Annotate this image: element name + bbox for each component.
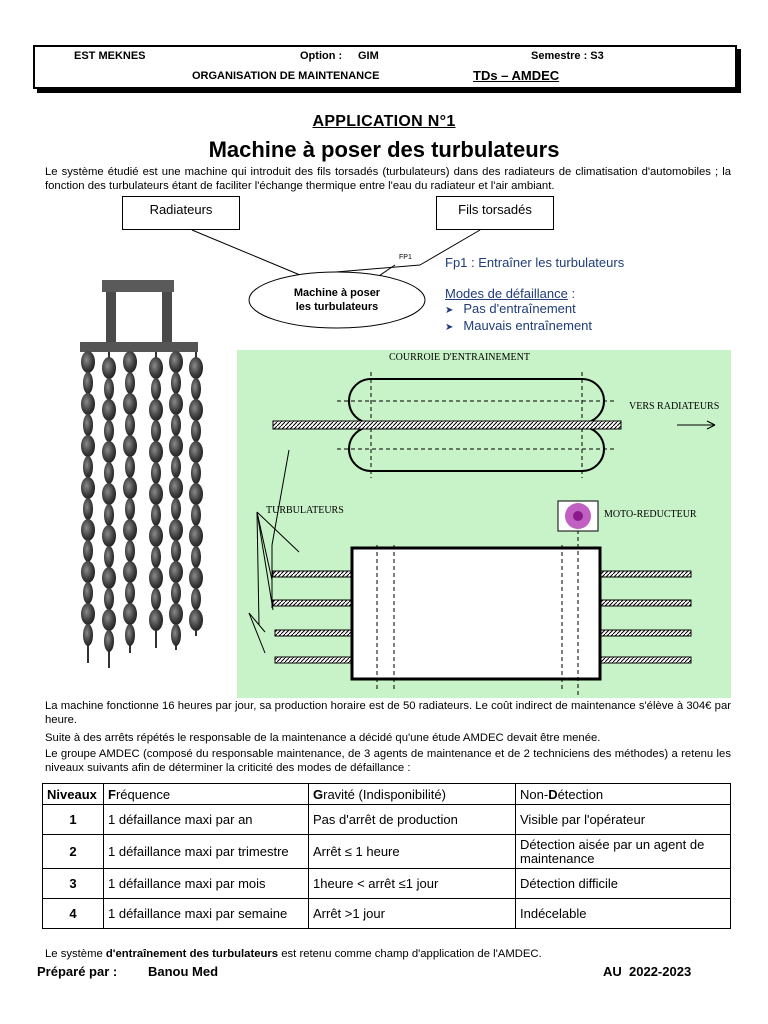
arrow-bullet-icon: ➤ bbox=[445, 322, 454, 333]
turbulator-leaf bbox=[189, 525, 203, 547]
link-radiateurs bbox=[192, 230, 300, 275]
turbulator-leaf bbox=[125, 414, 135, 436]
turbulator-leaf bbox=[191, 588, 201, 610]
turbulator-leaf bbox=[102, 609, 116, 631]
turbulator-leaf bbox=[189, 609, 203, 631]
turbulator-leaf bbox=[189, 483, 203, 505]
turbulator-leaf bbox=[104, 378, 114, 400]
option-value: GIM bbox=[358, 50, 379, 62]
scope-system: d'entraînement des turbulateurs bbox=[105, 948, 279, 960]
author-name: Banou Med bbox=[148, 964, 219, 979]
turbulator-leaf bbox=[123, 519, 137, 541]
turbulator-leaf bbox=[169, 351, 183, 373]
cell-frequence: 1 défaillance maxi par mois bbox=[104, 869, 309, 899]
turbulator-leaf bbox=[149, 399, 163, 421]
turbulator-leaf bbox=[81, 351, 95, 373]
turbulator-leaf bbox=[171, 582, 181, 604]
turbulator-leaf bbox=[125, 540, 135, 562]
modes-title-text: Modes de défaillance bbox=[445, 286, 568, 301]
school-name: EST MEKNES bbox=[74, 50, 146, 62]
machine-title: Machine à poser des turbulateurs bbox=[208, 137, 560, 162]
modes-title bbox=[445, 286, 575, 301]
cell-gravite: 1heure < arrêt ≤1 jour bbox=[309, 869, 516, 899]
paragraph-arrets: Suite à des arrêts répétés le responsable de la maintenance a décidé qu'une étude AMDEC devait être menée. bbox=[45, 732, 601, 744]
mode-item-text: Mauvais entraînement bbox=[463, 318, 593, 333]
turbulator-leaf bbox=[191, 504, 201, 526]
turbulator-leaf bbox=[171, 624, 181, 646]
turbulator-leaf bbox=[123, 393, 137, 415]
turbulator-leaf bbox=[104, 630, 114, 652]
turbulator-leaf bbox=[189, 357, 203, 379]
turbulator-leaf bbox=[123, 477, 137, 499]
header-frequence bbox=[104, 784, 309, 805]
mode-item bbox=[445, 301, 592, 318]
header-frequence-rest: réquence bbox=[115, 786, 171, 802]
turbulator-leaf bbox=[169, 477, 183, 499]
header-gravite-initial: G bbox=[313, 786, 324, 802]
turbulator-leaf bbox=[171, 372, 181, 394]
scope-prefix: Le système bbox=[45, 948, 106, 960]
turbulator-leaf bbox=[125, 624, 135, 646]
cell-frequence: 1 défaillance maxi par an bbox=[104, 805, 309, 835]
holder-top bbox=[102, 280, 174, 292]
modes-list bbox=[445, 301, 592, 335]
turbulator-leaf bbox=[125, 582, 135, 604]
turbulator-leaf bbox=[83, 414, 93, 436]
table-row bbox=[43, 899, 731, 929]
turbulateurs-label: TURBULATEURS bbox=[266, 505, 344, 516]
ellipse-line-1: Machine à poser bbox=[293, 287, 381, 299]
turbulator-leaf bbox=[83, 582, 93, 604]
turbulator-leaf bbox=[102, 441, 116, 463]
turbulator-leaf bbox=[102, 399, 116, 421]
turbulator-leaf bbox=[151, 504, 161, 526]
turbulator-leaf bbox=[123, 561, 137, 583]
turbulator-leaf bbox=[151, 420, 161, 442]
fils-torsades-box: Fils torsadés bbox=[436, 196, 554, 230]
mode-item bbox=[445, 318, 592, 335]
paragraph-groupe: Le groupe AMDEC (composé du responsable maintenance, de 3 agents de maintenance et de 2 techniciens des méthodes) a retenu les niveaux suivants afin de déterminer la criticité des modes de défaillance : bbox=[45, 748, 731, 774]
turbulator-leaf bbox=[123, 603, 137, 625]
turbulator-leaf bbox=[191, 420, 201, 442]
option-label: Option : bbox=[300, 50, 343, 62]
turbulator-leaf bbox=[104, 420, 114, 442]
turbulator-leaf bbox=[149, 609, 163, 631]
modes-colon: : bbox=[567, 286, 576, 301]
header-detection-prefix: Non- bbox=[520, 786, 549, 802]
machine-body bbox=[352, 548, 600, 679]
turbulator-leaf bbox=[123, 435, 137, 457]
turbulator-leaf bbox=[149, 441, 163, 463]
turbulator-leaf bbox=[151, 378, 161, 400]
fp-tag: FP1 bbox=[399, 254, 412, 261]
turbulator-leaf bbox=[104, 462, 114, 484]
mode-item-text: Pas d'entraînement bbox=[463, 301, 576, 316]
cell-niveau: 2 bbox=[43, 835, 104, 869]
cell-detection: Détection difficile bbox=[516, 869, 731, 899]
turbulator-wire bbox=[273, 421, 621, 429]
turbulator-leaf bbox=[171, 414, 181, 436]
turbulator-leaf bbox=[171, 498, 181, 520]
turbulator-leaf bbox=[191, 462, 201, 484]
application-title: APPLICATION N°1 bbox=[312, 113, 456, 130]
paragraph-production: La machine fonctionne 16 heures par jour, sa production horaire est de 50 radiateurs. Le coût indirect de maintenance s'élève à 304€ par heure. bbox=[45, 700, 731, 726]
cell-frequence: 1 défaillance maxi par semaine bbox=[104, 899, 309, 929]
turbulator-leaf bbox=[104, 504, 114, 526]
turbulator-leaf bbox=[149, 357, 163, 379]
turbulator-leaf bbox=[171, 456, 181, 478]
table-row bbox=[43, 869, 731, 899]
cell-detection: Indécelable bbox=[516, 899, 731, 929]
holder-bar bbox=[80, 342, 198, 352]
turbulator-leaf bbox=[83, 372, 93, 394]
turbulator-leaf bbox=[102, 357, 116, 379]
turbulator-leaf bbox=[149, 525, 163, 547]
cell-gravite: Arrêt ≤ 1 heure bbox=[309, 835, 516, 869]
turbulator-leaf bbox=[83, 498, 93, 520]
module-name: ORGANISATION DE MAINTENANCE bbox=[192, 70, 380, 82]
turbulator-leaf bbox=[81, 603, 95, 625]
turbulator-leaf bbox=[169, 519, 183, 541]
turbulator-leaf bbox=[83, 456, 93, 478]
turbulator-leaf bbox=[151, 462, 161, 484]
turbulator-leaf bbox=[169, 561, 183, 583]
turbulator-leaf bbox=[81, 519, 95, 541]
header-frequence-initial: F bbox=[108, 786, 116, 802]
turbulator-leaf bbox=[169, 393, 183, 415]
turbulator-leaf bbox=[189, 441, 203, 463]
turbulator-leaf bbox=[151, 588, 161, 610]
arrow-bullet-icon: ➤ bbox=[445, 305, 454, 316]
turbulator-leaf bbox=[125, 372, 135, 394]
turbulator-leaf bbox=[123, 351, 137, 373]
header-detection-initial: D bbox=[548, 786, 558, 802]
turbulator-leaf bbox=[102, 525, 116, 547]
fp1-label: Fp1 : Entraîner les turbulateurs bbox=[445, 255, 625, 270]
turbulator-leaf bbox=[81, 477, 95, 499]
td-title: TDs – AMDEC bbox=[473, 68, 560, 83]
turbulator-leaf bbox=[81, 393, 95, 415]
radiateurs-box: Radiateurs bbox=[122, 196, 240, 230]
turbulator-leaf bbox=[191, 378, 201, 400]
table-row bbox=[43, 835, 731, 869]
turbulator-leaf bbox=[83, 540, 93, 562]
turbulator-leaf bbox=[125, 456, 135, 478]
cell-niveau: 4 bbox=[43, 899, 104, 929]
turbulator-leaf bbox=[81, 561, 95, 583]
turbulator-leaf bbox=[169, 603, 183, 625]
header-gravite bbox=[309, 784, 516, 805]
turbulator-leaf bbox=[189, 567, 203, 589]
cell-niveau: 1 bbox=[43, 805, 104, 835]
turbulator-leaf bbox=[171, 540, 181, 562]
turbulator-leaf bbox=[151, 546, 161, 568]
header-gravite-rest: ravité (Indisponibilité) bbox=[323, 786, 446, 802]
turbulator-leaf bbox=[149, 483, 163, 505]
courroie-label: COURROIE D'ENTRAINEMENT bbox=[389, 352, 530, 363]
prepared-label: Préparé par : bbox=[37, 964, 118, 979]
cell-detection: Détection aisée par un agent de maintenance bbox=[516, 835, 731, 869]
scope-sentence bbox=[45, 948, 542, 960]
vers-radiateurs-label: VERS RADIATEURS bbox=[629, 401, 720, 412]
turbulator-leaf bbox=[83, 624, 93, 646]
turbulator-leaf bbox=[125, 498, 135, 520]
cell-gravite: Pas d'arrêt de production bbox=[309, 805, 516, 835]
moto-reducteur-label: MOTO-REDUCTEUR bbox=[604, 509, 697, 520]
intro-paragraph: Le système étudié est une machine qui introduit des fils torsadés (turbulateurs) dans des radiateurs de climatisation d'automobiles ; la fonction des turbulateurs étant de faciliter l'échange thermique entre l'eau du radiateur et l'air ambiant. bbox=[45, 166, 731, 192]
header-detection bbox=[516, 784, 731, 805]
turbulator-leaf bbox=[169, 435, 183, 457]
turbulator-leaf bbox=[102, 483, 116, 505]
turbulator-photo bbox=[72, 278, 207, 670]
cell-gravite: Arrêt >1 jour bbox=[309, 899, 516, 929]
header-niveaux: Niveaux bbox=[43, 784, 104, 805]
semester: Semestre : S3 bbox=[531, 50, 604, 62]
turbulator-leaf bbox=[102, 567, 116, 589]
criticity-table bbox=[42, 783, 731, 929]
header-detection-rest: étection bbox=[557, 786, 604, 802]
table-row bbox=[43, 805, 731, 835]
ellipse-line-2: les turbulateurs bbox=[295, 301, 379, 313]
table-header-row bbox=[43, 784, 731, 805]
ellipse-label bbox=[262, 286, 412, 314]
motor-shaft-icon bbox=[573, 511, 583, 521]
scope-suffix: est retenu comme champ d'application de l'AMDEC. bbox=[278, 948, 542, 960]
turbulator-leaf bbox=[149, 567, 163, 589]
academic-year: AU 2022-2023 bbox=[603, 964, 692, 979]
cell-detection: Visible par l'opérateur bbox=[516, 805, 731, 835]
turbulator-leaf bbox=[81, 435, 95, 457]
turbulator-leaf bbox=[104, 588, 114, 610]
cell-frequence: 1 défaillance maxi par trimestre bbox=[104, 835, 309, 869]
turbulator-leaf bbox=[189, 399, 203, 421]
turbulator-leaf bbox=[191, 546, 201, 568]
turbulator-leaf bbox=[104, 546, 114, 568]
cell-niveau: 3 bbox=[43, 869, 104, 899]
